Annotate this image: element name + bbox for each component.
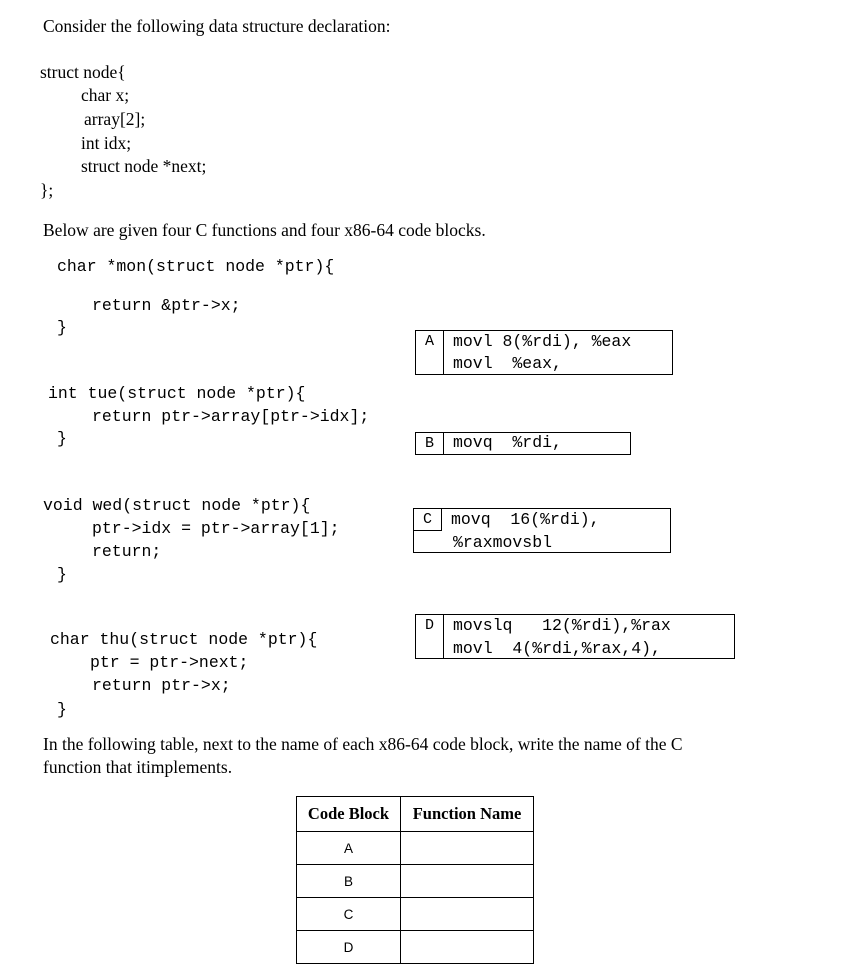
code-block-line: movl 4(%rdi,%rax,4), (453, 639, 661, 658)
function-thu-close: } (57, 700, 67, 719)
struct-field: int idx; (81, 133, 132, 153)
function-tue-signature: int tue(struct node *ptr){ (48, 384, 306, 403)
function-mon-body: return &ptr->x; (92, 296, 241, 315)
function-thu-body: ptr = ptr->next; (90, 653, 249, 672)
code-block-letter: B (416, 433, 444, 454)
function-wed-body: return; (92, 542, 162, 561)
code-block-b (415, 432, 631, 455)
function-wed-signature: void wed(struct node *ptr){ (43, 496, 311, 515)
code-block-line: %raxmovsbl (453, 533, 553, 552)
struct-open: struct node{ (40, 62, 126, 82)
code-block-cell: C (297, 898, 401, 931)
intro-text: Consider the following data structure declaration: (43, 16, 391, 36)
answer-table (296, 796, 534, 964)
code-block-line: movl %eax, (453, 354, 562, 373)
code-block-cell: D (297, 931, 401, 964)
function-name-cell[interactable] (401, 865, 534, 898)
header-code-block: Code Block (297, 797, 401, 832)
struct-close: }; (40, 180, 54, 200)
code-block-line: movq %rdi, (453, 433, 562, 452)
code-block-line: movslq 12(%rdi),%rax (453, 616, 671, 635)
code-block-letter: A (416, 331, 444, 374)
function-name-cell[interactable] (401, 931, 534, 964)
given-text: Below are given four C functions and four x86-64 code blocks. (43, 220, 486, 240)
instructions-line-1: In the following table, next to the name of each x86-64 code block, write the name of the C (43, 734, 683, 754)
function-name-cell[interactable] (401, 898, 534, 931)
function-thu-body: return ptr->x; (92, 676, 231, 695)
code-block-c (413, 508, 671, 553)
code-block-cell: A (297, 832, 401, 865)
code-block-cell: B (297, 865, 401, 898)
function-mon-signature: char *mon(struct node *ptr){ (57, 257, 335, 276)
code-block-a (415, 330, 673, 375)
table-header-row (297, 797, 534, 832)
table-row (297, 931, 534, 964)
function-thu-signature: char thu(struct node *ptr){ (50, 630, 318, 649)
function-mon-close: } (57, 318, 67, 337)
header-function-name: Function Name (401, 797, 534, 832)
code-block-letter: D (416, 615, 444, 658)
function-name-cell[interactable] (401, 832, 534, 865)
function-wed-body: ptr->idx = ptr->array[1]; (92, 519, 340, 538)
code-block-line: movl 8(%rdi), %eax (453, 332, 632, 351)
struct-field: struct node *next; (81, 156, 207, 176)
table-row (297, 832, 534, 865)
code-block-d (415, 614, 735, 659)
function-tue-close: } (57, 429, 67, 448)
code-block-letter: C (414, 509, 442, 531)
function-wed-close: } (57, 565, 67, 584)
table-row (297, 865, 534, 898)
struct-field: char x; (81, 85, 130, 105)
struct-field: array[2]; (84, 109, 146, 129)
table-row (297, 898, 534, 931)
code-block-line: movq 16(%rdi), (451, 510, 600, 529)
function-tue-body: return ptr->array[ptr->idx]; (92, 407, 370, 426)
instructions-line-2: function that itimplements. (43, 757, 233, 777)
